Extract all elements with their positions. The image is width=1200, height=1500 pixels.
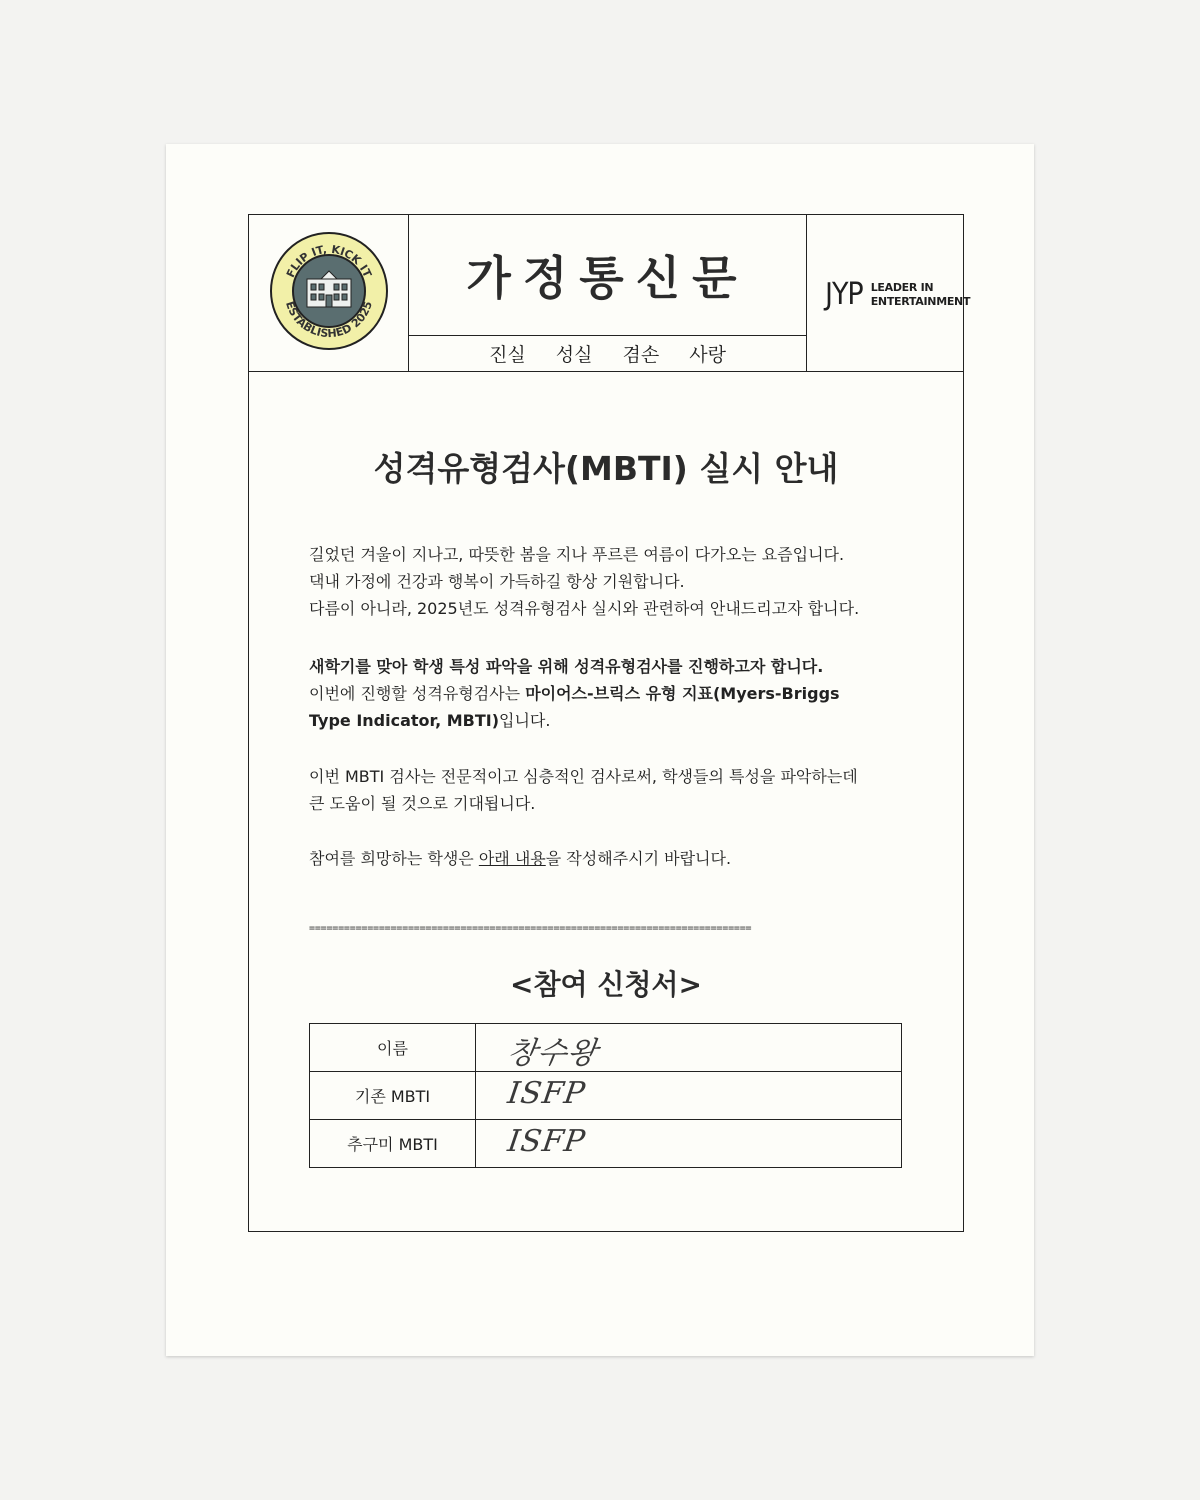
jyp-logo (825, 277, 970, 312)
motto-item: 성실 (555, 344, 593, 366)
badge-bottom-text: ESTABLISHED 2025 (283, 299, 375, 341)
school-badge (269, 231, 389, 351)
paragraph-request (309, 845, 909, 872)
slogan-line-1: LEADER IN (870, 280, 934, 294)
document-frame (248, 214, 971, 1232)
test-name-bold: Type Indicator, MBTI) (309, 711, 500, 730)
text-line: 길었던 겨울이 지나고, 따뜻한 봄을 지나 푸르른 여름이 다가오는 요즘입니다. (309, 545, 845, 564)
motto-item: 사랑 (689, 344, 726, 366)
test-name-bold: 마이어스-브릭스 유형 지표(Myers-Briggs (525, 684, 840, 703)
text-line: 큰 도움이 될 것으로 기대됩니다. (309, 794, 536, 813)
brand-cell (807, 215, 971, 371)
paper-sheet (166, 144, 1034, 1356)
title-cell (409, 215, 807, 371)
paragraph-greeting (309, 541, 909, 622)
text-line: 이번 MBTI 검사는 전문적이고 심층적인 검사로써, 학생들의 특성을 파악하는데 (309, 767, 858, 786)
text-line: Type Indicator, MBTI)입니다. (309, 711, 551, 730)
letter-title: 가정통신문 (409, 215, 806, 336)
letter-header (249, 215, 971, 372)
form-title: <참여 신청서> (510, 968, 702, 1001)
jyp-logo-letters: JYP (825, 277, 863, 312)
table-row (310, 1072, 902, 1120)
underlined-text: 아래 내용 (478, 849, 546, 868)
motto-item: 진실 (489, 344, 526, 366)
current-mbti-label: 기존 MBTI (310, 1072, 476, 1120)
document-title: 성격유형검사(MBTI) 실시 안내 (373, 449, 839, 488)
slogan-line-2: ENTERTAINMENT (870, 294, 971, 308)
application-form-table (309, 1023, 902, 1168)
divider-line: ============================================================================ (309, 923, 752, 934)
school-mottos (409, 336, 806, 371)
handwritten-name: 창수왕 (505, 1036, 600, 1071)
name-field[interactable] (476, 1024, 902, 1072)
handwritten-desired-mbti: ISFP (505, 1124, 588, 1159)
text-line: 다름이 아니라, 2025년도 성격유형검사 실시와 관련하여 안내드리고자 합니다. (309, 599, 860, 618)
text-line-bold: 새학기를 맞아 학생 특성 파악을 위해 성격유형검사를 진행하고자 합니다. (309, 657, 824, 676)
handwritten-current-mbti: ISFP (505, 1076, 588, 1111)
name-label: 이름 (310, 1024, 476, 1072)
text-line: 댁내 가정에 건강과 행복이 가득하길 항상 기원합니다. (309, 572, 685, 591)
current-mbti-field[interactable] (476, 1072, 902, 1120)
desired-mbti-label: 추구미 MBTI (310, 1120, 476, 1168)
table-row (310, 1120, 902, 1168)
brand-slogan (871, 281, 970, 309)
paragraph-purpose (309, 653, 909, 734)
motto-item: 겸손 (622, 344, 660, 366)
table-row (310, 1024, 902, 1072)
badge-top-text: FLIP IT, KICK IT (283, 242, 375, 280)
desired-mbti-field[interactable] (476, 1120, 902, 1168)
text-line: 이번에 진행할 성격유형검사는 마이어스-브릭스 유형 지표(Myers-Briggs (309, 684, 840, 703)
text-line: 참여를 희망하는 학생은 아래 내용을 작성해주시기 바랍니다. (309, 849, 732, 868)
paragraph-expectation (309, 763, 909, 817)
school-badge-cell (249, 215, 409, 371)
